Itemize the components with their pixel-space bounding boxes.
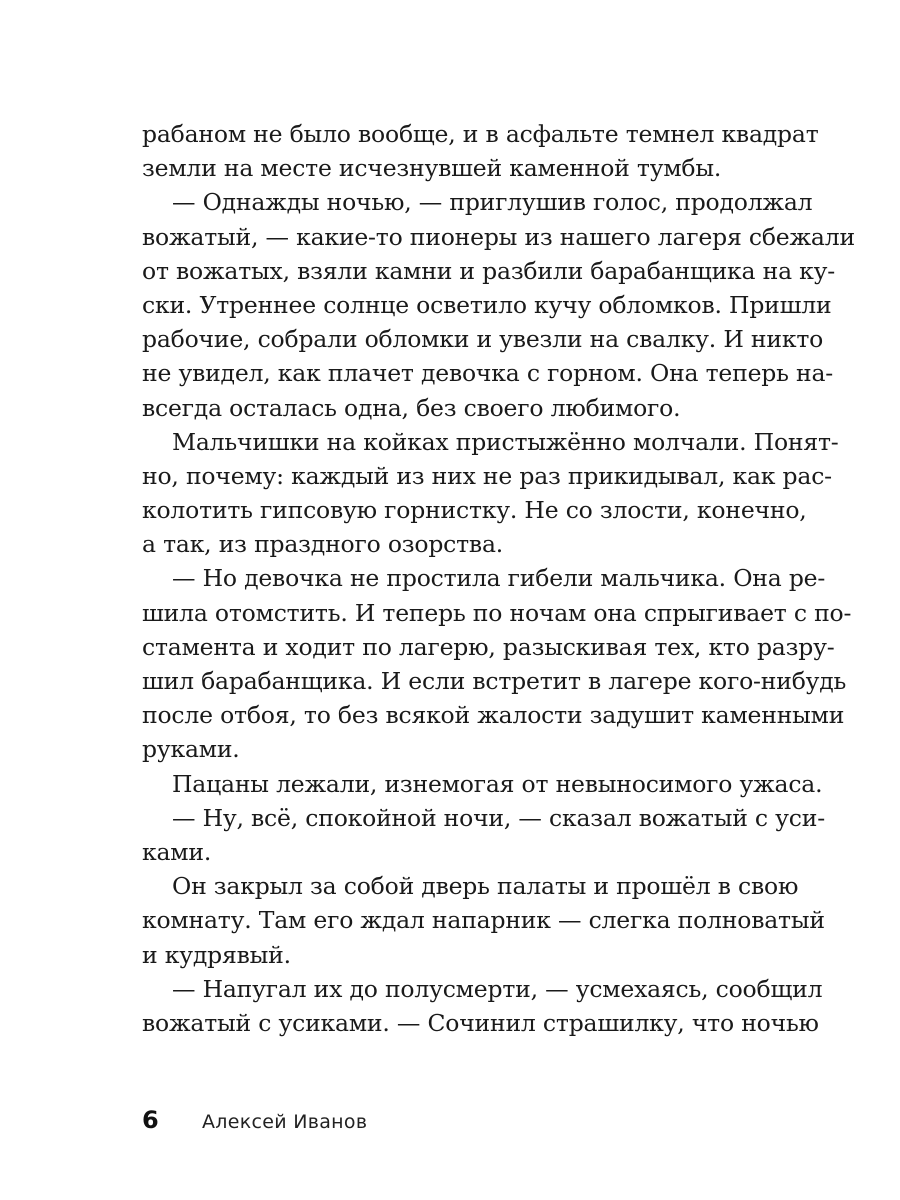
text-line: стамента и ходит по лагерю, разыскивая тех, кто разру-	[142, 632, 835, 661]
text-line: не увидел, как плачет девочка с горном. Она теперь на-	[142, 359, 834, 388]
text-line: Он закрыл за собой дверь палаты и прошёл в свою	[172, 872, 799, 901]
text-line: ками.	[142, 837, 212, 866]
text-line: шил барабанщика. И если встретит в лагере кого-нибудь	[142, 667, 847, 695]
text-line: рабаном не было вообще, и в асфальте темнел квадрат	[142, 120, 819, 148]
text-line: ски. Утреннее солнце осветило кучу обломков. Пришли	[142, 290, 832, 319]
text-line: — Но девочка не простила гибели мальчика. Она ре-	[172, 564, 826, 593]
text-line: колотить гипсовую горнистку. Не со злости, конечно,	[142, 496, 807, 525]
text-line: и кудрявый.	[142, 940, 291, 969]
text-line: от вожатых, взяли камни и разбили барабанщика на ку-	[142, 256, 836, 285]
text-line: Пацаны лежали, изнемогая от невыносимого ужаса.	[172, 769, 823, 798]
text-line: а так, из праздного озорства.	[142, 530, 504, 559]
page-number: 6	[142, 1106, 159, 1134]
text-line: но, почему: каждый из них не раз прикидывал, как рас-	[142, 461, 832, 490]
text-line: рабочие, собрали обломки и увезли на свалку. И никто	[142, 325, 824, 354]
running-author: Алексей Иванов	[202, 1111, 368, 1133]
page-footer	[142, 1106, 367, 1134]
text-line: земли на месте исчезнувшей каменной тумбы.	[142, 154, 722, 183]
text-line: всегда осталась одна, без своего любимого.	[142, 393, 681, 422]
text-line: — Однажды ночью, — приглушив голос, продолжал	[172, 188, 813, 217]
text-line: — Ну, всё, спокойной ночи, — сказал вожатый с уси-	[172, 803, 825, 832]
text-line: — Напугал их до полусмерти, — усмехаясь, сообщил	[172, 974, 823, 1003]
text-line: вожатый, — какие-то пионеры из нашего лагеря сбежали	[142, 222, 855, 251]
text-line: руками.	[142, 735, 240, 764]
text-line: после отбоя, то без всякой жалости задушит каменными	[142, 701, 845, 730]
text-line: Мальчишки на койках пристыжённо молчали. Понят-	[172, 427, 839, 456]
text-line: вожатый с усиками. — Сочинил страшилку, что ночью	[142, 1008, 819, 1037]
text-line: шила отомстить. И теперь по ночам она спрыгивает с по-	[142, 598, 852, 627]
body-text	[142, 117, 855, 1040]
text-line: комнату. Там его ждал напарник — слегка полноватый	[142, 906, 825, 935]
